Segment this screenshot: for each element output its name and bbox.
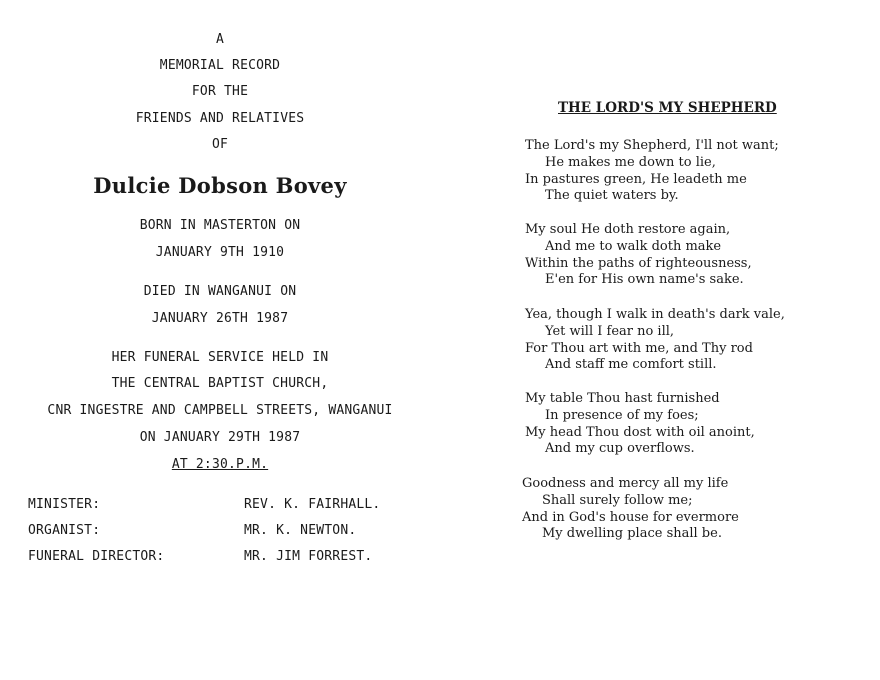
- verse-line: Shall surely follow me;: [542, 492, 693, 508]
- stanza-3: [525, 307, 785, 374]
- stanza-1: [525, 138, 779, 205]
- verse-line: Yea, though I walk in death's dark vale,: [525, 307, 785, 322]
- verse-line: In presence of my foes;: [545, 407, 699, 423]
- verse-line: And my cup overflows.: [545, 441, 695, 457]
- verse-line: E'en for His own name's sake.: [545, 272, 744, 288]
- service-date: ON JANUARY 29TH 1987: [139, 430, 301, 445]
- verse-line: And me to walk doth make: [545, 238, 722, 254]
- born-date: JANUARY 9TH 1910: [155, 245, 285, 260]
- verse-line: And in God's house for evermore: [522, 509, 739, 525]
- verse-line: My dwelling place shall be.: [542, 526, 722, 542]
- stanza-4: [525, 391, 755, 458]
- verse-line: Within the paths of righteousness,: [525, 255, 752, 271]
- born-place: BORN IN MASTERTON ON: [139, 218, 301, 233]
- verse-line: In pastures green, He leadeth me: [525, 171, 747, 187]
- psalm-title: THE LORD'S MY SHEPHERD: [558, 100, 777, 116]
- credit-name-minister: REV. K. FAIRHALL.: [244, 497, 381, 512]
- credit-role-funeral-director: FUNERAL DIRECTOR:: [28, 549, 165, 564]
- verse-line: My table Thou hast furnished: [525, 391, 720, 406]
- verse-line: Yet will I fear no ill,: [545, 323, 675, 339]
- intro-line-of: OF: [211, 137, 229, 152]
- verse-line: He makes me down to lie,: [545, 154, 716, 170]
- verse-line: And staff me comfort still.: [545, 357, 717, 373]
- deceased-name: Dulcie Dobson Bovey: [93, 173, 347, 198]
- verse-line: Goodness and mercy all my life: [522, 476, 729, 491]
- intro-line-for-the: FOR THE: [191, 84, 249, 99]
- died-place: DIED IN WANGANUI ON: [143, 284, 297, 299]
- intro-line-friends: FRIENDS AND RELATIVES: [135, 111, 305, 126]
- verse-line: My soul He doth restore again,: [525, 222, 731, 237]
- verse-line: My head Thou dost with oil anoint,: [525, 424, 755, 440]
- verse-line: The quiet waters by.: [545, 188, 679, 204]
- intro-line-a: A: [215, 32, 225, 47]
- credit-role-organist: ORGANIST:: [28, 523, 101, 538]
- verse-line: The Lord's my Shepherd, I'll not want;: [525, 138, 779, 153]
- credit-role-minister: MINISTER:: [28, 497, 101, 512]
- stanza-5: [522, 476, 739, 543]
- stanza-2: [525, 222, 752, 289]
- credit-name-funeral-director: MR. JIM FORREST.: [244, 549, 373, 564]
- service-line-3: CNR INGESTRE AND CAMPBELL STREETS, WANGANUI: [47, 403, 393, 418]
- died-date: JANUARY 26TH 1987: [151, 311, 289, 326]
- service-line-1: HER FUNERAL SERVICE HELD IN: [111, 350, 329, 365]
- verse-line: For Thou art with me, and Thy rod: [525, 340, 753, 356]
- intro-line-memorial-record: MEMORIAL RECORD: [159, 58, 281, 73]
- service-time: AT 2:30.P.M.: [171, 457, 269, 472]
- credit-name-organist: MR. K. NEWTON.: [244, 523, 357, 538]
- service-line-2: THE CENTRAL BAPTIST CHURCH,: [111, 376, 329, 391]
